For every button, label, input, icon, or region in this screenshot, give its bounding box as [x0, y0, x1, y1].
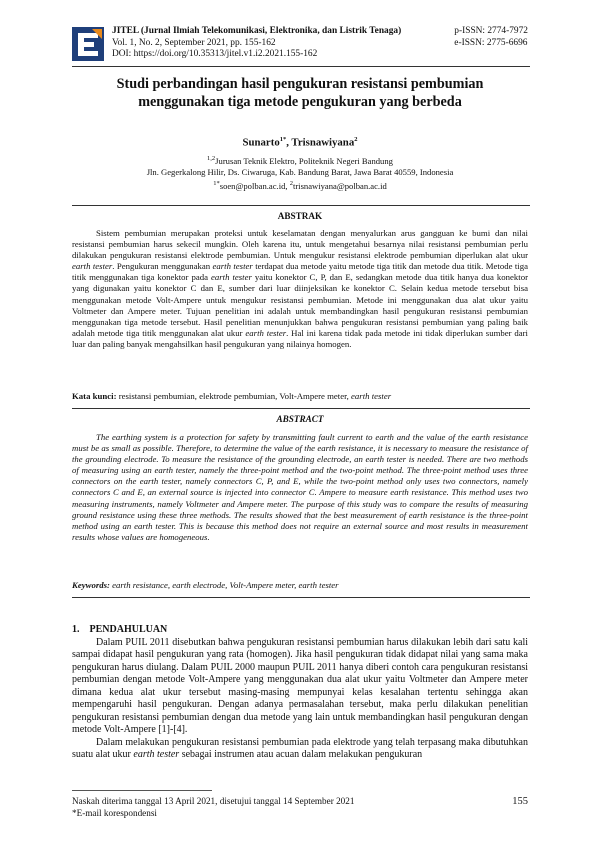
- abstrak-term-1: earth tester: [72, 261, 113, 272]
- abstract-heading: ABSTRACT: [276, 414, 324, 424]
- journal-header: [112, 26, 401, 61]
- journal-volume: Vol. 1, No. 2, September 2021, pp. 155-162: [112, 37, 276, 48]
- header-divider: [72, 66, 530, 67]
- section-body: [72, 637, 528, 762]
- issn-block: [454, 26, 528, 49]
- section-title: PENDAHULUAN: [89, 624, 168, 635]
- abstrak-text-3: terdapat dua metode yaitu metode tiga titik dan metode dua titik. Metode tiga titik menggunakan tiga konektor pada: [72, 261, 528, 283]
- keywords: [72, 580, 528, 591]
- paper-title: [70, 76, 530, 111]
- affiliation-address: Jln. Gegerkalong Hilir, Ds. Ciwaruga, Kab. Bandung Barat, Jawa Barat 40559, Indonesia: [146, 166, 454, 177]
- paragraph-2-text-b: sebagai instrumen atau acuan dalam melakukan pengukuran: [179, 749, 423, 761]
- section-heading: [72, 624, 167, 635]
- abstrak-body: [72, 228, 528, 350]
- title-line-1: Studi perbandingan hasil pengukuran resistansi pembumian: [116, 76, 484, 92]
- abstrak-term-3: earth tester: [210, 272, 252, 283]
- abstract-bottom-rule: [72, 597, 530, 598]
- affiliation-dept: $^{1,2}$Jurusan Teknik Elektro, Politeknik Negeri Bandung: [207, 155, 393, 166]
- abstrak-term-4: earth tester: [245, 327, 287, 338]
- abstrak-text-2: . Pengukuran menggunakan: [112, 261, 213, 272]
- kata-kunci-term: earth tester: [351, 391, 392, 401]
- abstrak-heading: ABSTRAK: [277, 211, 323, 221]
- abstrak-term-2: earth tester: [212, 261, 253, 272]
- abstract-body: [72, 432, 528, 543]
- section-paragraph-1: Dalam PUIL 2011 disebutkan bahwa pengukuran resistansi pembumian harus dilakukan lebih dari satu kali sampai didapat hasil pengukuran yang rata (homogen). Jika hasil pengukuran tidak didapat nilai yang sama maka pengukuran harus diulang. Dalam PUIL 2000 maupun PUIL 2011 hanya diberi contoh cara pengukuran resistansi pembumian dengan metode Volt-Ampere yang menggunakan dua alat ukur yaitu Voltmeter dan Ampere meter dimana kedua alat ukur tersebut masing-masing mempunyai kelas kesalahan tertentu sehingga akan mempengaruhi hasil pengukuran. Dengan adanya permasalahan tersebut, maka perlu dilakukan penelitian pengukuran resistansi pembumian dengan dua metode yang lain untuk membandingkan hasil pengukuran dengan metode Volt-Ampere [1]-[4].: [72, 637, 528, 736]
- footnote-rule: [72, 790, 212, 791]
- corresponding-email-note: *E-mail korespondensi: [72, 807, 157, 818]
- p-issn: p-ISSN: 2774-7972: [454, 26, 528, 36]
- section-number: 1.: [72, 624, 80, 635]
- abstrak-text-4: yaitu konektor C, P, dan E, sedangkan metode dua titik hanya dua konektor yang digunakan yaitu konektor C dan E, sumber dari luar diinjeksikan ke konektor C. Selain kedua metode tersebut bisa menggunakan metode Volt-Ampere untuk mengukur resistansi pembumian. Metode ini menggunakan dua alat ukur yaitu Voltmeter dan Ampere meter. Tujuan penelitian ini adalah untuk membandingkan hasil pengukuran resistansi pembumian menggunakan tiga metode tersebut. Hasil penelitian menunjukkan bahwa pengukuran resistansi pembumian yang paling baik adalah metode tiga titik menggunakan alat ukur: [72, 272, 528, 338]
- page-number: 155: [512, 796, 528, 807]
- kata-kunci-label: Kata kunci:: [72, 391, 117, 401]
- abstrak-text-5: . Hal ini karena tidak pada metode ini tidak diperlukan sumber dari luar dan paling banyak mengahsilkan hasil pengukuran yang nilainya homogen.: [72, 327, 528, 349]
- affiliation-emails[interactable]: $^{1*}$soen@polban.ac.id, $^2$trisnawiyana@polban.ac.id: [213, 179, 387, 191]
- abstrak-top-rule: [72, 205, 530, 206]
- authors: Sunarto$^{1*}$, Trisnawiyana$^2$: [242, 136, 358, 149]
- abstrak-text-1: Sistem pembumian merupakan proteksi untuk keselamatan dengan menyalurkan arus gangguan ke bumi dan nilai resistansi pembumian harus sekecil mungkin. Oleh karena itu, untuk mengetahui besarnya nilai resistansi pembumian perlu dilakukan pengukuran resistansi elektrode pembumian. Untuk mengukur resistansi elektrode pembumian diperlukan alat ukur: [72, 228, 528, 261]
- footnote: [72, 796, 354, 819]
- kata-kunci: [72, 391, 528, 402]
- received-date: Naskah diterima tanggal 13 April 2021, disetujui tanggal 14 September 2021: [72, 796, 355, 806]
- keywords-text: earth resistance, earth electrode, Volt-Ampere meter, earth tester: [109, 580, 339, 590]
- section-paragraph-2: [72, 737, 528, 762]
- paragraph-2-term: earth tester: [133, 749, 180, 761]
- journal-logo-icon: [72, 27, 104, 61]
- kata-kunci-text: resistansi pembumian, elektrode pembumian, Volt-Ampere meter,: [116, 391, 352, 401]
- abstract-top-rule: [72, 408, 530, 409]
- affiliation: [70, 153, 530, 192]
- keywords-label: Keywords:: [72, 580, 110, 590]
- journal-doi[interactable]: DOI: https://doi.org/10.35313/jitel.v1.i2.2021.155-162: [112, 49, 318, 60]
- journal-name: JITEL (Jurnal Ilmiah Telekomunikasi, Elektronika, dan Listrik Tenaga): [112, 26, 402, 36]
- abstract-text: The earthing system is a protection for safety by transmitting fault current to earth and the value of the earth resistance must be as small as possible. Therefore, to determine the value of the earth resistance, it is necessary to measure the resistance of the grounding electrode. To measure the resistance of the grounding electrode, an earth tester is needed. There are two methods of measuring using an earth tester, namely the three-point method and the two-point method. The three-point method uses three connectors on the earth tester, namely connectors C, P, and E, while the two-point method only uses two connectors, namely connectors C and E, an external source is injected into connector C. Ampere to measure earth resistance. This method uses two measuring instruments, namely Voltmeter and Ampere meter. The purpose of this study was to compare the results of measuring ground resistance using these three methods. The results showed that the best measurement of earth resistance is the three-point method using an earth tester. This is because this method does not require an external source and most results in measurement results whose values are homogeneous.: [72, 432, 528, 542]
- e-issn: e-ISSN: 2775-6696: [454, 37, 528, 48]
- title-line-2: menggunakan tiga metode pengukuran yang berbeda: [138, 93, 462, 110]
- paragraph-2-text-a: Dalam melakukan pengukuran resistansi pembumian pada elektrode yang telah terpasang maka dibutuhkan suatu alat ukur: [72, 736, 528, 761]
